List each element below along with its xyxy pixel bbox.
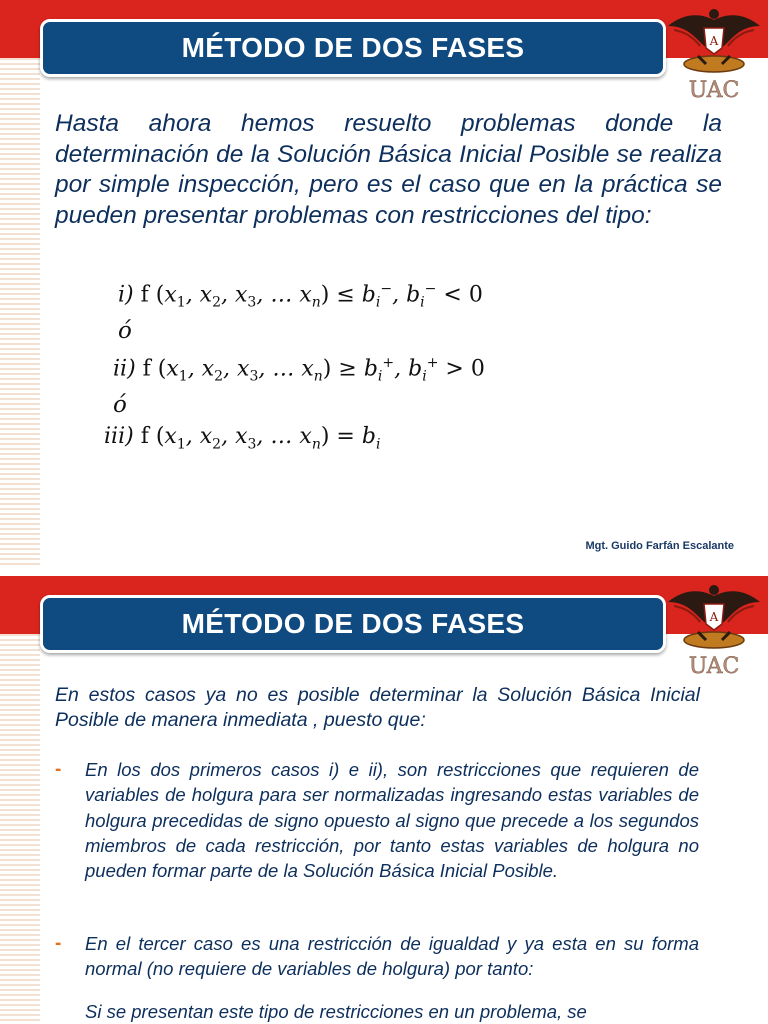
uac-logo-icon (664, 578, 764, 678)
slide-title: MÉTODO DE DOS FASES (181, 32, 525, 63)
decorative-stripes (0, 634, 40, 1024)
equation-1: i) f ($x_1$, $x_2$, $x_3$, … $x_n) \le b_i^-$, $b_i^- < 0$ (118, 281, 483, 311)
intro-paragraph: En estos casos ya no es posible determinar la Solución Básica Inicial Posible de manera inmediata , puesto que: (55, 684, 700, 731)
bullet-2: En el tercer caso es una restricción de igualdad y ya esta en su forma normal (no requiere de variables de holgura) por tanto: (85, 933, 699, 980)
intro-paragraph: Hasta ahora hemos resuelto problemas donde la determinación de la Solución Básica Inicial Posible se realiza por simple inspección, pero es el caso que en la práctica se pueden presentar problemas con restricciones del tipo: (55, 110, 722, 229)
equation-3: iii) f ($x_1$, $x_2$, $x_3$, … $x_n) = b_i$ (104, 424, 381, 453)
svg-text:A: A (709, 34, 719, 48)
svg-text:A: A (709, 610, 719, 624)
title-banner (40, 595, 666, 653)
title-banner (40, 19, 666, 77)
svg-text:UAC: UAC (688, 78, 740, 102)
equation-2: ii) f ($x_1$, $x_2$, $x_3$, … $x_n) \ge b_i^+$, $b_i^+ > 0$ (113, 355, 485, 385)
bullet-marker: - (55, 933, 62, 954)
decorative-stripes (0, 58, 40, 568)
slide-2 (0, 576, 768, 1024)
svg-text:UAC: UAC (688, 654, 740, 678)
bullet-3: Si se presentan este tipo de restricciones en un problema, se (85, 1001, 587, 1022)
uac-logo-icon (664, 2, 764, 102)
slide-title: MÉTODO DE DOS FASES (181, 608, 525, 639)
author-credit: Mgt. Guido Farfán Escalante (585, 540, 734, 552)
or-word-1: ó (118, 318, 132, 344)
bullet-marker: - (55, 759, 62, 780)
or-word-2: ó (113, 392, 127, 418)
bullet-1: En los dos primeros casos i) e ii), son restricciones que requieren de variables de holgura para ser normalizadas ingresando estas variables de holgura precedidas de signo opuesto al signo que precede a los segundos miembros de cada restricción, por tanto estas variables de holgura no pueden formar parte de la Solución Básica Inicial Posible. (85, 759, 699, 882)
